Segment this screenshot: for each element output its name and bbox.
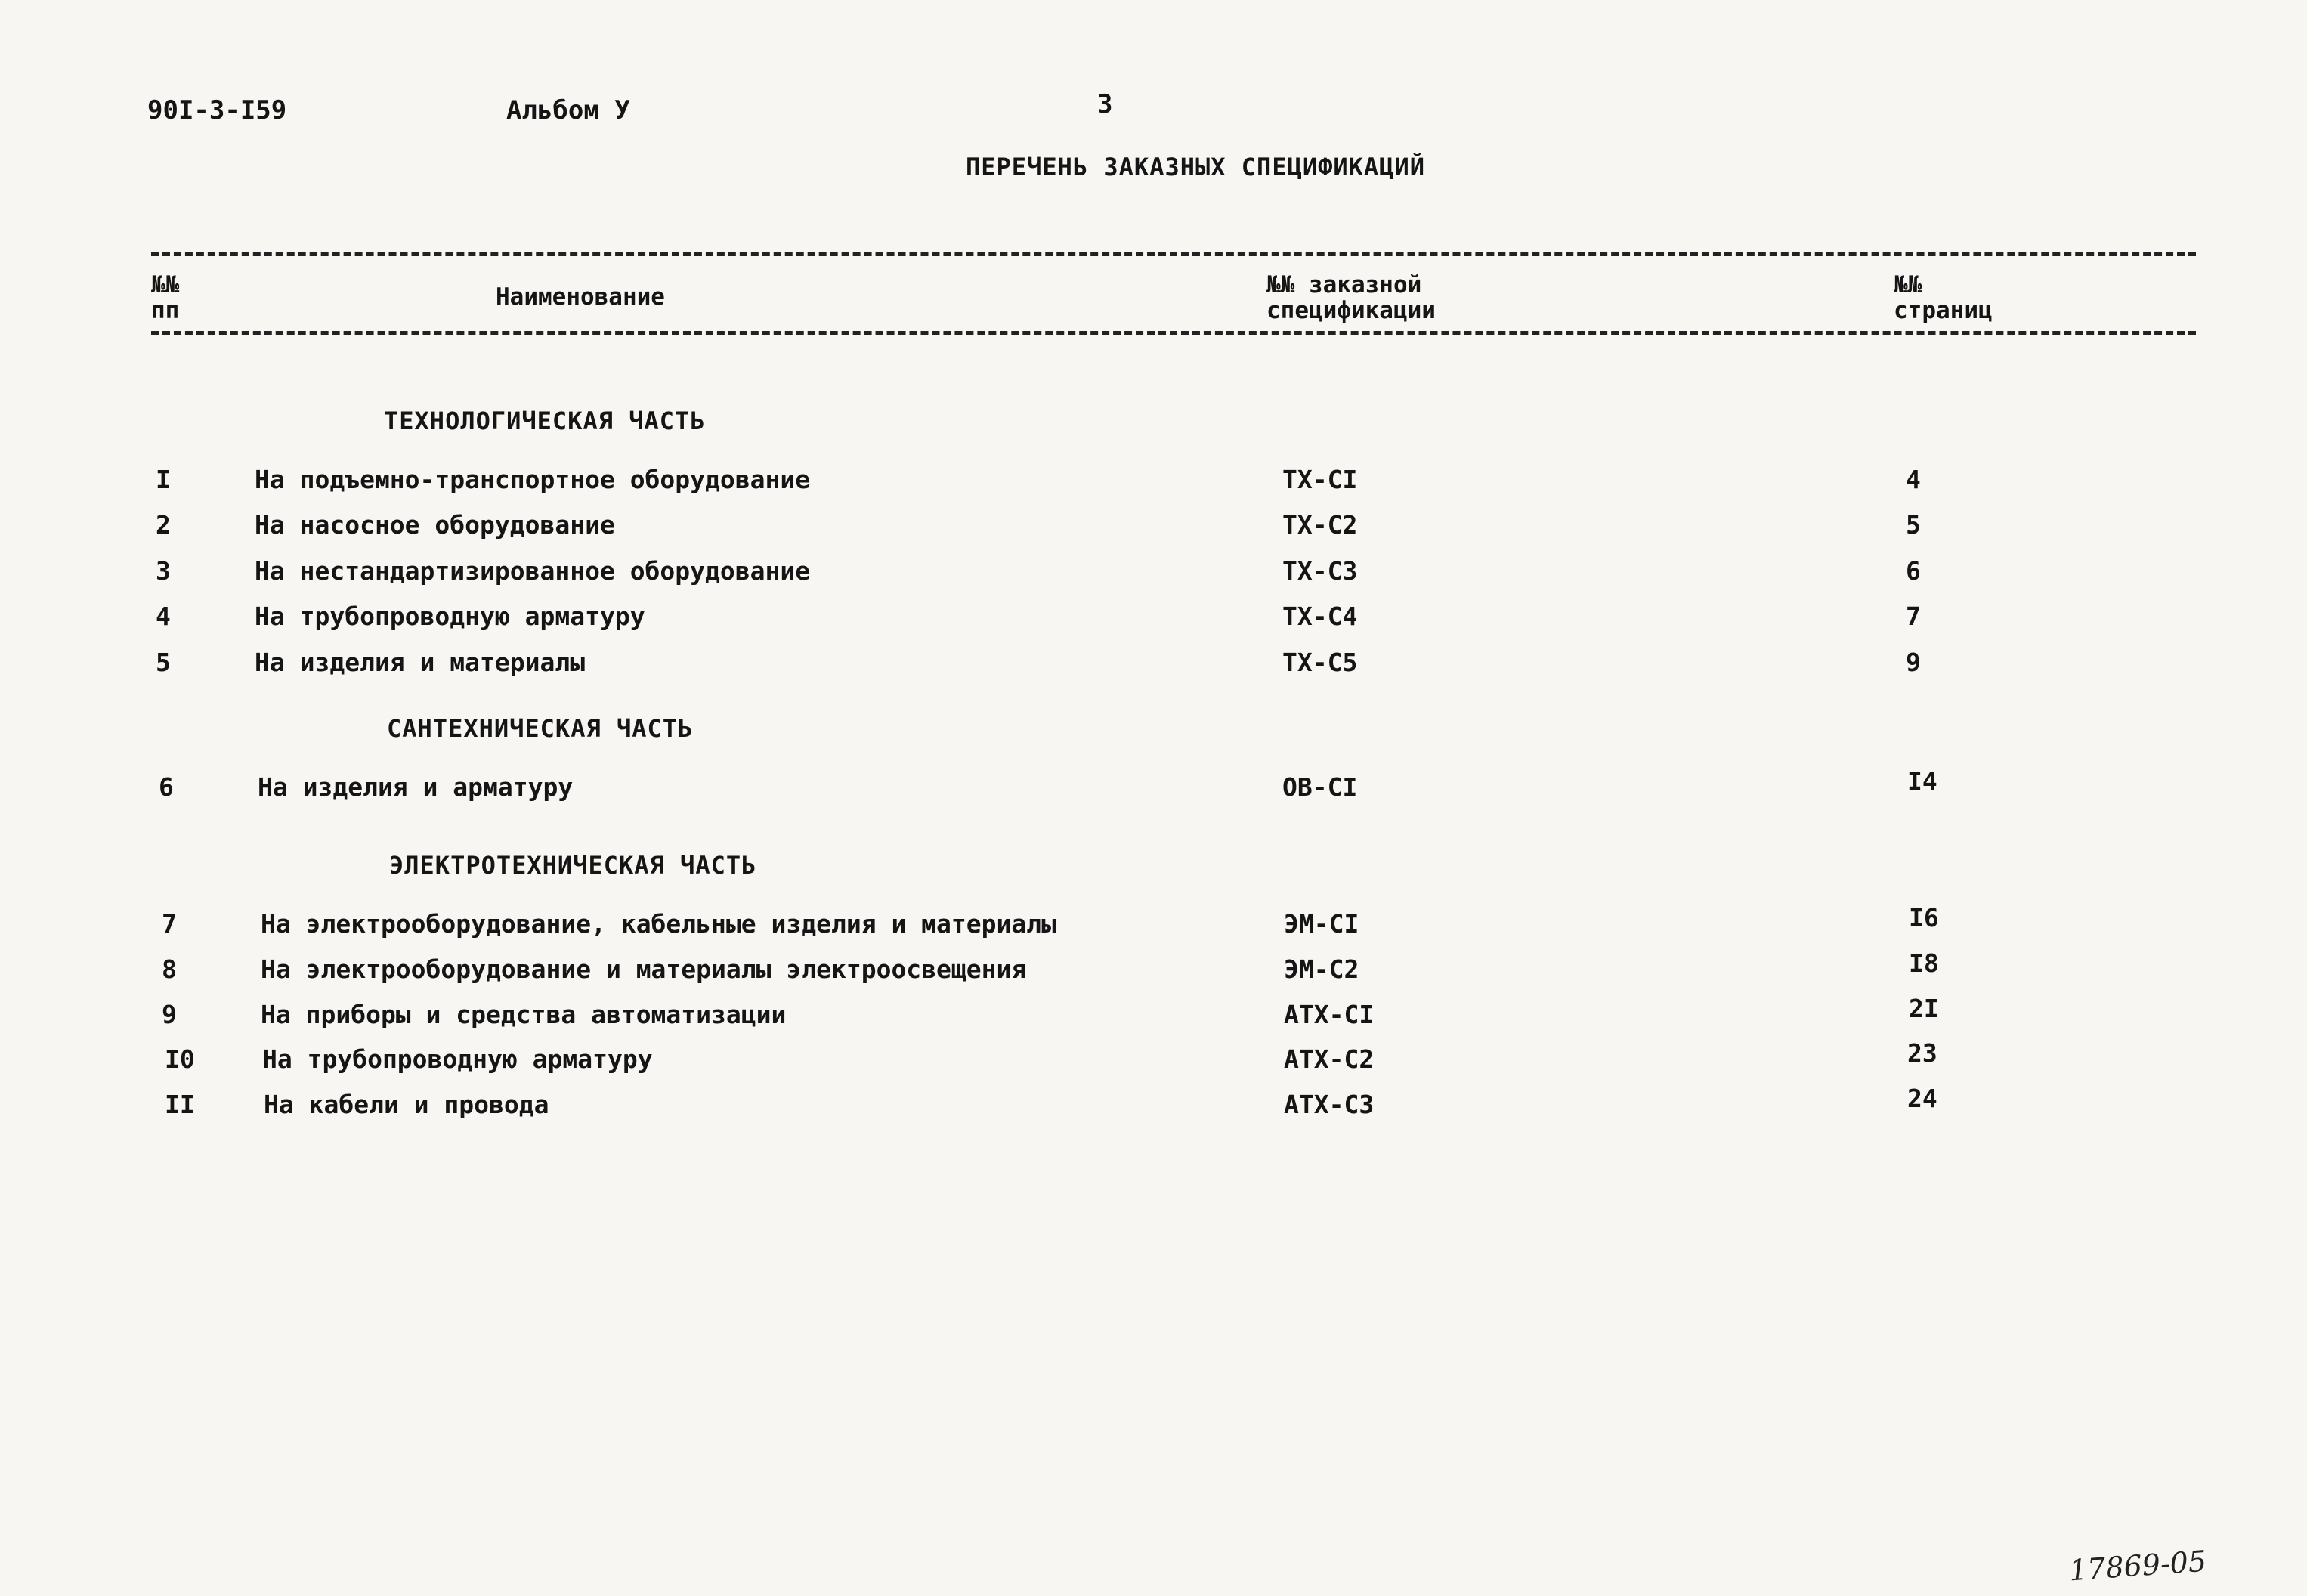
row-page: I6 bbox=[1909, 903, 1939, 933]
section-title-electrotechnical: ЭЛЕКТРОТЕХНИЧЕСКАЯ ЧАСТЬ bbox=[389, 851, 757, 880]
row-number: 6 bbox=[159, 772, 174, 802]
column-header-spec bbox=[1266, 272, 1436, 323]
column-header-pages-line2: страниц bbox=[1894, 297, 1993, 324]
row-number: I0 bbox=[165, 1044, 195, 1074]
row-number: I bbox=[156, 465, 171, 494]
row-number: 7 bbox=[162, 909, 177, 939]
row-page: 2I bbox=[1909, 994, 1939, 1023]
column-header-spec-line1: №№ заказной bbox=[1266, 271, 1422, 298]
row-number: 9 bbox=[162, 1000, 177, 1029]
row-page: I8 bbox=[1909, 948, 1939, 978]
row-spec: ТХ-С5 bbox=[1282, 648, 1358, 677]
row-spec: АТХ-С2 bbox=[1284, 1044, 1375, 1074]
column-header-number bbox=[151, 272, 179, 323]
column-header-spec-line2: спецификации bbox=[1266, 297, 1436, 324]
row-name: На кабели и провода bbox=[264, 1090, 549, 1119]
row-name: На насосное оборудование bbox=[255, 510, 615, 540]
row-number: 8 bbox=[162, 954, 177, 984]
row-spec: ТХ-С2 bbox=[1282, 510, 1358, 540]
row-spec: ЭМ-СI bbox=[1284, 909, 1359, 939]
row-spec: ТХ-С3 bbox=[1282, 556, 1358, 586]
row-spec: ЭМ-С2 bbox=[1284, 954, 1359, 984]
page-number: 3 bbox=[1097, 89, 1113, 119]
row-number: 2 bbox=[156, 510, 171, 540]
row-spec: ТХ-С4 bbox=[1282, 602, 1358, 631]
row-page: 24 bbox=[1907, 1084, 1937, 1113]
row-page: 5 bbox=[1906, 510, 1921, 540]
column-header-number-line1: №№ bbox=[151, 271, 180, 298]
album-label: Альбом У bbox=[506, 95, 630, 125]
row-name: На подъемно-транспортное оборудование bbox=[255, 465, 811, 494]
page-title: ПЕРЕЧЕНЬ ЗАКАЗНЫХ СПЕЦИФИКАЦИЙ bbox=[966, 153, 1425, 181]
column-header-name: Наименование bbox=[496, 283, 665, 311]
column-header-pages-line1: №№ bbox=[1894, 271, 1922, 298]
row-page: 4 bbox=[1906, 465, 1921, 494]
row-name: На электрооборудование, кабельные изделия и материалы bbox=[261, 909, 1056, 939]
row-page: I4 bbox=[1907, 766, 1937, 796]
header-top-divider bbox=[151, 252, 2196, 256]
row-page: 6 bbox=[1906, 556, 1921, 586]
section-title-technological: ТЕХНОЛОГИЧЕСКАЯ ЧАСТЬ bbox=[384, 407, 706, 435]
row-number: 5 bbox=[156, 648, 171, 677]
section-title-sanitary: САНТЕХНИЧЕСКАЯ ЧАСТЬ bbox=[387, 714, 694, 743]
row-number: 3 bbox=[156, 556, 171, 586]
row-number: II bbox=[165, 1090, 195, 1119]
row-number: 4 bbox=[156, 602, 171, 631]
row-page: 7 bbox=[1906, 602, 1921, 631]
column-header-pages bbox=[1894, 272, 1993, 323]
row-spec: АТХ-СI bbox=[1284, 1000, 1375, 1029]
row-name: На изделия и арматуру bbox=[258, 772, 574, 802]
row-name: На нестандартизированное оборудование bbox=[255, 556, 811, 586]
row-spec: ТХ-СI bbox=[1282, 465, 1358, 494]
row-name: На трубопроводную арматуру bbox=[255, 602, 645, 631]
archive-number-stamp: 17869-05 bbox=[2067, 1544, 2208, 1588]
row-name: На приборы и средства автоматизации bbox=[261, 1000, 787, 1029]
row-spec: АТХ-С3 bbox=[1284, 1090, 1375, 1119]
header-bottom-divider bbox=[151, 331, 2196, 335]
row-spec: ОВ-СI bbox=[1282, 772, 1358, 802]
row-page: 23 bbox=[1907, 1038, 1937, 1068]
row-name: На трубопроводную арматуру bbox=[262, 1044, 653, 1074]
row-name: На изделия и материалы bbox=[255, 648, 586, 677]
row-name: На электрооборудование и материалы электроосвещения bbox=[261, 954, 1027, 984]
document-code: 90I-3-I59 bbox=[147, 95, 287, 125]
column-header-number-line2: пп bbox=[151, 297, 180, 324]
row-page: 9 bbox=[1906, 648, 1921, 677]
